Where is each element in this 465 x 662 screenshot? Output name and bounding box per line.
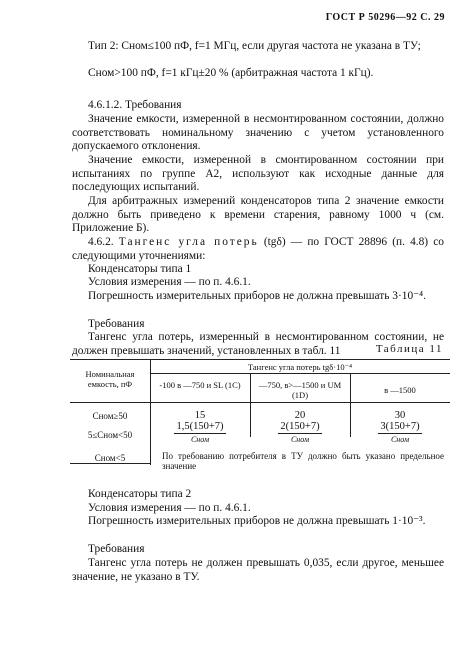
paragraph-arbitration: Для арбитражных измерений конденсаторов типа 2 значение емкости должно быть приведено к времени старения, равному 1000 ч (см. Приложение Б).: [72, 195, 444, 235]
table-row-2-value-2: [250, 421, 350, 446]
table-row-3-note: По требованию потребителя в ТУ должно быть указано предельное значение: [162, 451, 444, 471]
table-row-3-capacitance: Cном<5: [94, 453, 126, 463]
paragraph-type2-cnom-small: Тип 2: Cном≤100 пФ, f=1 МГц, если другая частота не указана в ТУ;: [88, 40, 421, 52]
table-row-2-capacitance: 5≤Cном<50: [87, 430, 133, 440]
fraction-denominator: Cном: [190, 435, 210, 444]
section-4-6-2-term: Тангенс угла потерь: [118, 236, 259, 248]
paragraph-type2-cnom-large: Cном>100 пФ, f=1 кГц±20 % (арбитражная частота 1 кГц).: [88, 67, 374, 79]
section-4-6-1-2-heading: 4.6.1.2. Требования: [88, 99, 182, 111]
subheading-type1: Конденсаторы типа 1: [88, 263, 192, 275]
paragraph-type2-requirement-text: Тангенс угла потерь не должен превышать 0,035, если другое, меньшее значение, не указано в ТУ.: [72, 557, 444, 583]
table-11-title: Таблица 11: [375, 343, 443, 355]
fraction-denominator: Cном: [390, 435, 410, 444]
table-row-1-value-1: 15: [194, 410, 206, 421]
section-4-6-2-paragraph: [72, 236, 444, 263]
paragraph-type2-accuracy: Погрешность измерительных приборов не должна превышать 1·10⁻³.: [88, 515, 426, 527]
paragraph-type2-conditions: Условия измерения — по п. 4.6.1.: [88, 502, 251, 514]
fraction-denominator: Cном: [290, 435, 310, 444]
section-4-6-2-number: 4.6.2.: [88, 236, 114, 248]
paragraph-type1-accuracy: Погрешность измерительных приборов не должна превышать 3·10⁻⁴.: [88, 290, 426, 302]
table-header-capacitance: Номинальная емкость, пФ: [85, 369, 135, 389]
table-subheader-group-2: —750, в>—1500 и UM (1D): [258, 380, 342, 400]
table-header-tangent: Тангенс угла потерь tgδ·10⁻⁴: [247, 362, 353, 372]
paragraph-type1-conditions: Условия измерения — по п. 4.6.1.: [88, 276, 251, 288]
paragraph-type1-requirement-text: Тангенс угла потерь, измеренный в несмонтированном состоянии, не должен превышать значений, установленных в табл. 11: [72, 331, 444, 357]
table-row-1-value-3: 30: [394, 410, 406, 421]
paragraph-capacitance-mounted: Значение емкости, измеренной в смонтированном состоянии при испытаниях по группе А2, используют как исходные данные для последующих испытаний.: [72, 154, 444, 194]
table-subheader-group-3: в —1500: [384, 385, 416, 395]
section-4-6-2-rest: (tgδ) — по ГОСТ 28896 (п. 4.8) со следующими уточнениями:: [72, 236, 444, 262]
subheading-type2-requirements: Требования: [88, 543, 145, 555]
fraction-numerator: 3(150+7): [380, 421, 420, 432]
fraction-numerator: 1,5(150+7): [176, 421, 224, 432]
table-row-1-value-2: 20: [294, 410, 306, 421]
page-header: ГОСТ Р 50296—92 С. 29: [325, 12, 445, 23]
subheading-type2: Конденсаторы типа 2: [88, 488, 192, 500]
paragraph-capacitance-unmounted: Значение емкости, измеренной в несмонтированном состоянии, должно соответствовать номинальному значению с учетом установленного допускаемого отклонения.: [72, 113, 444, 153]
table-row-1-capacitance: Cном≥50: [92, 411, 128, 421]
table-subheader-group-1: -100 в —750 и SL (1С): [159, 380, 241, 390]
table-row-2-value-1: [150, 421, 250, 446]
fraction-numerator: 2(150+7): [280, 421, 320, 432]
subheading-type1-requirements: Требования: [88, 318, 145, 330]
table-row-2-value-3: [350, 421, 450, 446]
